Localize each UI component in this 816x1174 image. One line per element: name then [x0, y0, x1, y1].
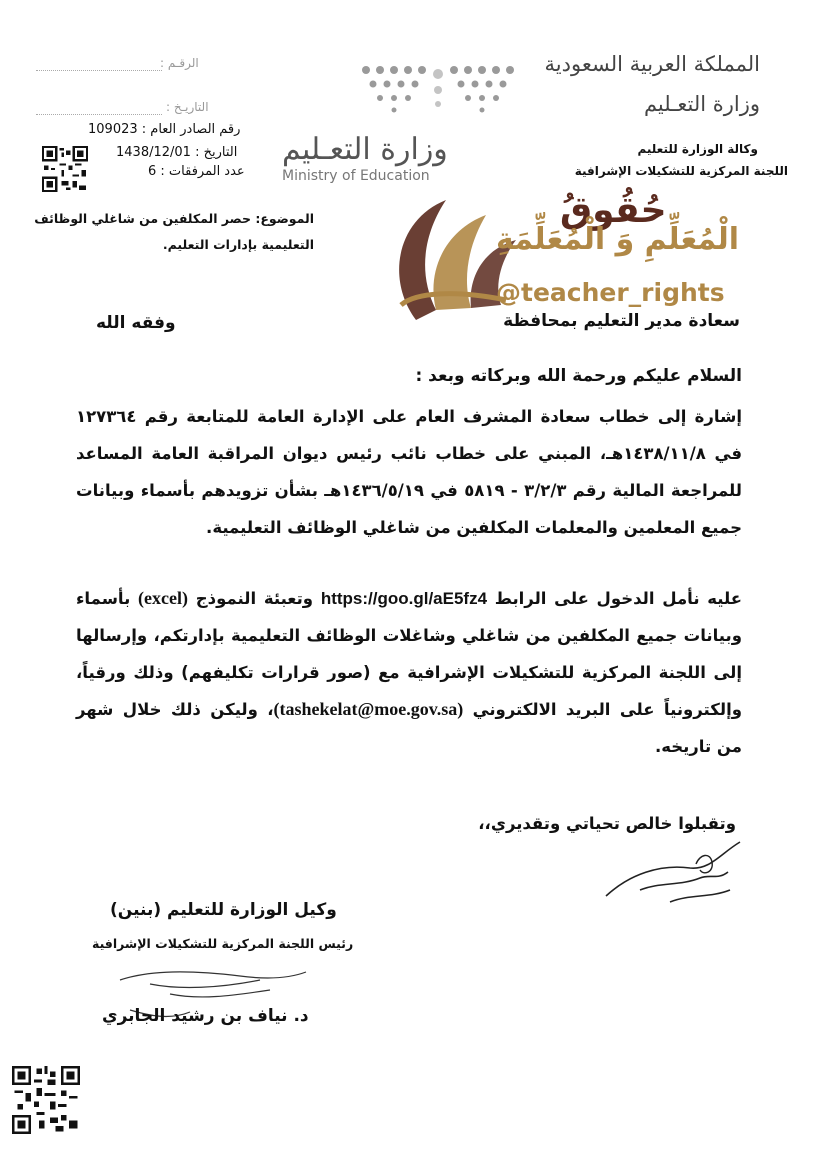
paragraph-1: إشارة إلى خطاب سعادة المشرف العام على الإدارة العامة للمتابعة رقم ١٢٧٣٦٤ في ١٤٣٨/١١/٨هـ، المبني على خطاب نائب رئيس ديوان المراقبة العامة المساعد للمراجعة المالية رقم ٣/٢/٣ - ٥٨١٩ في ١٤٣٦/٥/١٩هـ بشأن تزويدهم بأسماء وبيانات جميع المعلمين والمعلمات المكلفين من شاغلي الوظائف التعليمية.	[76, 407, 742, 537]
paragraph-2-part-c: بأسماء وبيانات جميع المكلفين من شاغلي وشاغلات الوظائف التعليمية بإدارتكم، وإرسالها إلى اللجنة المركزية للتشكيلات الإشرافية مع (صور قرارات تكليفهم) وذلك ورقياً، وإلكترونياً على البريد الالكتروني	[76, 589, 742, 719]
watermark-title-2: الْمُعَلِّمِ وَ الْمُعَلِّمَةِ	[496, 222, 740, 257]
form-link[interactable]: https://goo.gl/aE5fz4	[320, 589, 488, 608]
qr-code-icon	[12, 1066, 80, 1134]
email-address[interactable]: (tashekelat@moe.gov.sa)	[273, 699, 464, 719]
ministry-title: وزارة التعـليم	[643, 92, 760, 116]
closing: وتقبلوا خالص تحياتي وتقديري،،	[478, 814, 736, 833]
date-line	[36, 114, 162, 115]
reference-number-line	[36, 70, 162, 71]
outgoing-number: رقم الصادر العام : 109023	[88, 122, 241, 137]
agency-title: وكالة الوزارة للتعليم	[637, 142, 758, 156]
date-label: التاريـخ :	[166, 100, 209, 114]
logo-arabic-text: وزارة التعـليم	[282, 132, 448, 167]
attachments-count: عدد المرفقات : 6	[148, 164, 245, 179]
subject-block	[34, 206, 314, 258]
committee-title: اللجنة المركزية للتشكيلات الإشرافية	[574, 164, 788, 178]
watermark-title-1: حُقُوقُ	[560, 190, 667, 231]
signatory-name: د. نياف بن رشيد الجابري	[102, 1006, 309, 1026]
signatory-role: وكيل الوزارة للتعليم (بنين)	[110, 900, 337, 920]
paragraph-2-part-d: ، وليكن ذلك خلال شهر من تاريخه.	[76, 700, 742, 756]
subject-line-1: الموضوع: حصر المكلفين من شاغلي الوظائف	[34, 211, 314, 226]
signatory-position: رئيس اللجنة المركزية للتشكيلات الإشرافية	[92, 936, 354, 951]
excel-label: (excel)	[138, 588, 189, 608]
issue-date: التاريخ : 1438/12/01	[116, 145, 238, 160]
logo-english-text: Ministry of Education	[282, 168, 430, 184]
ministry-logo-icon	[358, 60, 518, 120]
handwritten-signature-right	[600, 834, 750, 914]
watermark-handle: @teacher_rights	[496, 278, 725, 307]
recipient: سعادة مدير التعليم بمحافظة	[503, 311, 740, 331]
kingdom-title: المملكة العربية السعودية	[544, 52, 760, 76]
subject-line-2: التعليمية بإدارات التعليم.	[162, 237, 314, 252]
reference-number-label: الرقـم :	[160, 56, 199, 70]
paragraph-2-part-a: عليه نأمل الدخول على الرابط	[494, 589, 743, 608]
paragraph-2-part-b: وتعبئة النموذج	[195, 589, 314, 608]
greeting: السلام عليكم ورحمة الله وبركاته وبعد :	[415, 366, 742, 386]
blessing: وفقه الله	[96, 313, 176, 333]
qr-code-icon	[42, 146, 88, 192]
paragraph-2	[76, 580, 742, 765]
